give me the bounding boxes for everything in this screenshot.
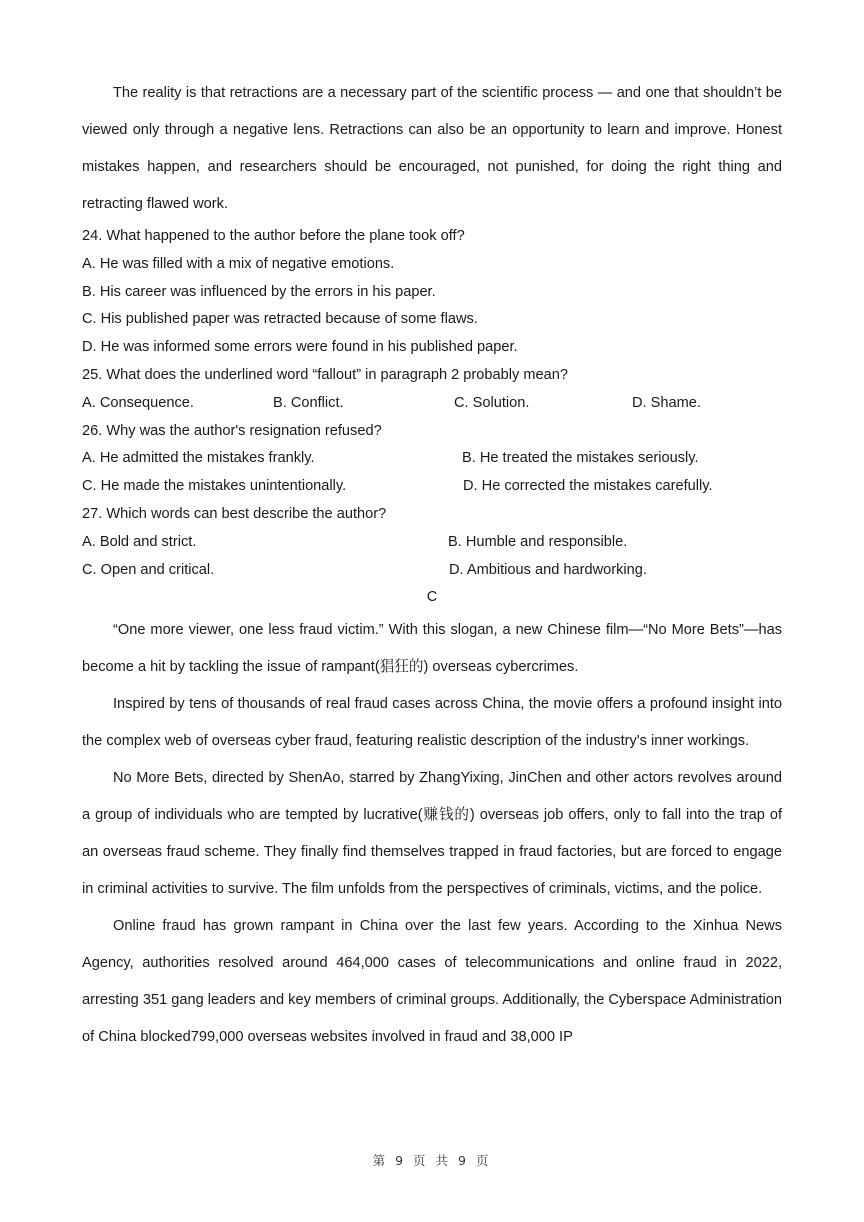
q26-option-a: A. He admitted the mistakes frankly. bbox=[82, 450, 315, 467]
passage-c-paragraph-3: No More Bets, directed by ShenAo, starred by ZhangYixing, JinChen and other actors revolves around a group of individuals who are tempted by lucrative(赚钱的) overseas job offers, only to fall into the trap of an overseas fraud scheme. They finally find themselves trapped in fraud factories, but are forced to engage in criminal activities to survive. The film unfolds from the perspectives of criminals, victims, and the police. bbox=[82, 770, 782, 898]
q24-option-d: D. He was informed some errors were found in his published paper. bbox=[82, 339, 518, 356]
q25-option-d: D. Shame. bbox=[632, 394, 701, 411]
question-25-stem: 25. What does the underlined word “fallout” in paragraph 2 probably mean? bbox=[82, 366, 568, 383]
q24-option-b: B. His career was influenced by the errors in his paper. bbox=[82, 283, 436, 300]
q25-option-a: A. Consequence. bbox=[82, 394, 194, 411]
q25-option-b: B. Conflict. bbox=[273, 394, 344, 411]
q26-option-d: D. He corrected the mistakes carefully. bbox=[463, 478, 713, 495]
question-26-stem: 26. Why was the author's resignation refused? bbox=[82, 422, 382, 439]
q26-option-b: B. He treated the mistakes seriously. bbox=[462, 450, 699, 467]
question-24-stem: 24. What happened to the author before the plane took off? bbox=[82, 228, 465, 244]
q26-options-row-2 bbox=[82, 473, 782, 501]
q26-options-row-1 bbox=[82, 445, 782, 473]
q26-option-c: C. He made the mistakes unintentionally. bbox=[82, 478, 347, 495]
q24-option-a: A. He was filled with a mix of negative emotions. bbox=[82, 255, 395, 272]
page-content bbox=[82, 75, 782, 1056]
page-number-footer: 第 9 页 共 9 页 bbox=[372, 1153, 492, 1168]
q27-options-row-1 bbox=[82, 529, 782, 557]
q25-options-row bbox=[82, 390, 782, 418]
q27-options-row-2 bbox=[82, 557, 782, 585]
passage-c-paragraph-4: Online fraud has grown rampant in China over the last few years. According to the Xinhua News Agency, authorities resolved around 464,000 cases of telecommunications and online fraud in 2022, arresting 351 gang leaders and key members of criminal groups. Additionally, the Cyberspace Administration of China blocked799,000 overseas websites involved in fraud and 38,000 IP bbox=[82, 918, 782, 1046]
question-27-stem: 27. Which words can best describe the author? bbox=[82, 505, 387, 522]
q24-option-c: C. His published paper was retracted because of some flaws. bbox=[82, 311, 478, 328]
q27-option-c: C. Open and critical. bbox=[82, 561, 215, 578]
section-heading-c: C bbox=[426, 589, 438, 606]
q27-option-b: B. Humble and responsible. bbox=[448, 533, 628, 550]
passage-c-paragraph-1: “One more viewer, one less fraud victim.” With this slogan, a new Chinese film—“No More Bets”—has become a hit by tackling the issue of rampant(猖狂的) overseas cybercrimes. bbox=[82, 622, 782, 676]
intro-paragraph: The reality is that retractions are a necessary part of the scientific process — and one that shouldn’t be viewed only through a negative lens. Retractions can also be an opportunity to learn and improve. Honest mistakes happen, and researchers should be encouraged, not punished, for doing the right thing and retracting flawed work. bbox=[82, 85, 782, 212]
q25-option-c: C. Solution. bbox=[454, 394, 530, 411]
q27-option-a: A. Bold and strict. bbox=[82, 533, 197, 550]
passage-c-paragraph-2: Inspired by tens of thousands of real fraud cases across China, the movie offers a profound insight into the complex web of overseas cyber fraud, featuring realistic description of the industry's inner workings. bbox=[82, 696, 782, 750]
q27-option-d: D. Ambitious and hardworking. bbox=[449, 561, 647, 578]
